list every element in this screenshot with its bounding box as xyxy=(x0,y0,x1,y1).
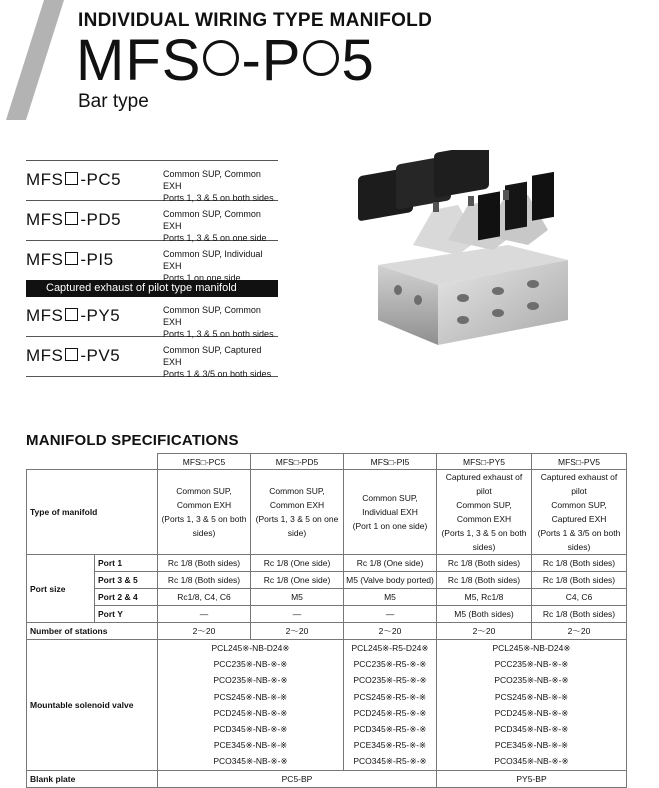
table-cell: Common SUP, Common EXH (Ports 1, 3 & 5 on one side) xyxy=(251,470,344,555)
table-cell: M5 xyxy=(251,589,344,606)
title-part-3: 5 xyxy=(341,28,375,93)
row-label: Port size xyxy=(27,555,95,623)
table-cell: Common SUP, Individual EXH (Port 1 on one side) xyxy=(344,470,437,555)
variant-description: Common SUP, Captured EXH Ports 1 & 3/5 on both sides xyxy=(163,345,272,379)
row-label: Number of stations xyxy=(27,623,158,640)
table-cell: — xyxy=(344,606,437,623)
variant-item xyxy=(26,201,278,241)
square-placeholder-icon xyxy=(65,308,78,321)
square-placeholder-icon xyxy=(65,212,78,225)
table-cell: Captured exhaust of pilot Common SUP, Captured EXH (Ports 1 & 3/5 on both sides) xyxy=(532,470,627,555)
column-header: MFS□-PI5 xyxy=(344,454,437,470)
circle-placeholder-icon xyxy=(203,40,239,76)
table-cell: Rc1/8, C4, C6 xyxy=(158,589,251,606)
table-cell: Rc 1/8 (One side) xyxy=(251,572,344,589)
row-label: Type of manifold xyxy=(27,470,158,555)
table-cell: 2～20 xyxy=(251,623,344,640)
header-slash-decoration xyxy=(6,0,76,120)
table-row xyxy=(27,640,627,771)
square-placeholder-icon xyxy=(65,172,78,185)
table-cell: M5 (Both sides) xyxy=(437,606,532,623)
square-placeholder-icon xyxy=(65,348,78,361)
table-cell: 2～20 xyxy=(158,623,251,640)
row-label: Mountable solenoid valve xyxy=(27,640,158,771)
variant-item xyxy=(26,337,278,377)
variant-description: Common SUP, Common EXH Ports 1, 3 & 5 on one side xyxy=(163,209,267,243)
table-cell: Common SUP, Common EXH (Ports 1, 3 & 5 on both sides) xyxy=(158,470,251,555)
manifold-spec-table xyxy=(26,453,627,788)
variant-name: MFS -PV5 xyxy=(26,346,121,365)
row-label: Blank plate xyxy=(27,770,158,787)
column-header: MFS□-PY5 xyxy=(437,454,532,470)
table-row xyxy=(27,470,627,555)
valve-list-pi: PCL245※-R5-D24※ PCC235※-R5-※-※ PCO235※-R5-※-※ PCS245※-R5-※-※ PCD245※-R5-※-※ PCD345※-R5-※-※ PCE345※-R5-※-※ PCO345※-R5-※-※ xyxy=(344,640,437,771)
table-cell: M5, Rc1/8 xyxy=(437,589,532,606)
row-sublabel: Port 2 & 4 xyxy=(95,589,158,606)
variant-item xyxy=(26,241,278,283)
captured-exhaust-banner: Captured exhaust of pilot type manifold xyxy=(26,280,278,297)
circle-placeholder-icon xyxy=(303,40,339,76)
table-cell: Rc 1/8 (Both sides) xyxy=(532,572,627,589)
variant-name: MFS -PY5 xyxy=(26,306,121,325)
manifold-product-image xyxy=(338,150,628,375)
variant-description: Common SUP, Individual EXH Ports 1 on one side xyxy=(163,249,263,283)
variant-description: Common SUP, Common EXH Ports 1, 3 & 5 on both sides xyxy=(163,169,274,203)
square-placeholder-icon xyxy=(65,252,78,265)
variant-name: MFS -PC5 xyxy=(26,170,122,189)
table-cell: PC5-BP xyxy=(158,770,437,787)
title-part-2: -P xyxy=(241,28,302,93)
row-sublabel: Port Y xyxy=(95,606,158,623)
variant-name: MFS -PD5 xyxy=(26,210,122,229)
table-cell: M5 xyxy=(344,589,437,606)
variant-list xyxy=(26,160,278,377)
table-cell: 2～20 xyxy=(437,623,532,640)
table-cell: Rc 1/8 (Both sides) xyxy=(532,606,627,623)
table-header-row xyxy=(27,454,627,470)
table-row xyxy=(27,555,627,572)
column-header: MFS□-PD5 xyxy=(251,454,344,470)
table-row xyxy=(27,623,627,640)
page-title xyxy=(76,30,375,92)
variant-name: MFS -PI5 xyxy=(26,250,114,269)
table-cell: PY5-BP xyxy=(437,770,627,787)
table-cell: — xyxy=(251,606,344,623)
table-row xyxy=(27,589,627,606)
title-part-1: MFS xyxy=(76,28,202,93)
valve-list-py-pv: PCL245※-NB-D24※ PCC235※-NB-※-※ PCO235※-NB-※-※ PCS245※-NB-※-※ PCD245※-NB-※-※ PCD345※-NB-※-※ PCE345※-NB-※-※ PCO345※-NB-※-※ xyxy=(437,640,627,771)
table-row xyxy=(27,606,627,623)
table-cell: Rc 1/8 (Both sides) xyxy=(158,555,251,572)
table-cell: Rc 1/8 (One side) xyxy=(344,555,437,572)
column-header: MFS□-PC5 xyxy=(158,454,251,470)
variant-item xyxy=(26,160,278,201)
table-cell: Rc 1/8 (Both sides) xyxy=(437,572,532,589)
row-sublabel: Port 1 xyxy=(95,555,158,572)
table-cell: Rc 1/8 (Both sides) xyxy=(437,555,532,572)
variant-description: Common SUP, Common EXH Ports 1, 3 & 5 on both sides xyxy=(163,305,274,339)
table-cell: M5 (Valve body ported) xyxy=(344,572,437,589)
table-row xyxy=(27,770,627,787)
spec-title: MANIFOLD SPECIFICATIONS xyxy=(26,432,239,449)
row-sublabel: Port 3 & 5 xyxy=(95,572,158,589)
table-cell: Rc 1/8 (Both sides) xyxy=(158,572,251,589)
table-row xyxy=(27,572,627,589)
column-header: MFS□-PV5 xyxy=(532,454,627,470)
table-cell: 2～20 xyxy=(532,623,627,640)
table-cell: C4, C6 xyxy=(532,589,627,606)
table-cell: 2～20 xyxy=(344,623,437,640)
page-subtitle: INDIVIDUAL WIRING TYPE MANIFOLD xyxy=(78,10,433,31)
table-cell: Rc 1/8 (Both sides) xyxy=(532,555,627,572)
table-cell: Captured exhaust of pilot Common SUP, Common EXH (Ports 1, 3 & 5 on both sides) xyxy=(437,470,532,555)
bar-type-label: Bar type xyxy=(78,91,149,112)
table-cell: Rc 1/8 (One side) xyxy=(251,555,344,572)
variant-item xyxy=(26,297,278,337)
table-cell: — xyxy=(158,606,251,623)
valve-list-pc-pd: PCL245※-NB-D24※ PCC235※-NB-※-※ PCO235※-NB-※-※ PCS245※-NB-※-※ PCD245※-NB-※-※ PCD345※-NB-※-※ PCE345※-NB-※-※ PCO345※-NB-※-※ xyxy=(158,640,344,771)
